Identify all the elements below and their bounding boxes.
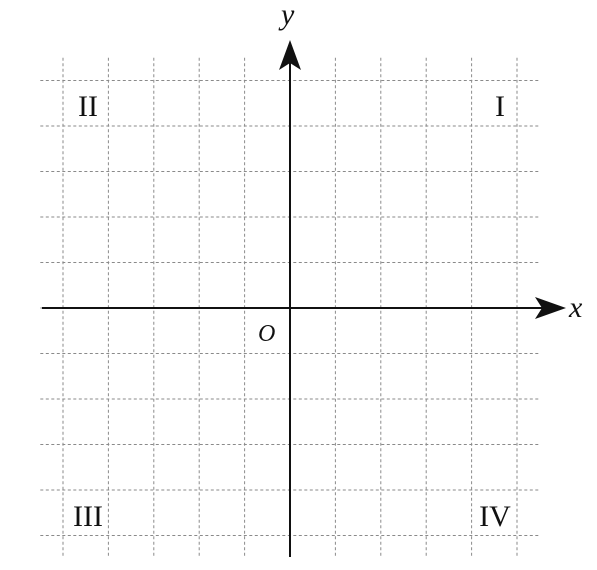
quadrant-4-label: IV bbox=[479, 500, 511, 533]
quadrant-2-label: II bbox=[78, 90, 98, 123]
quadrant-1-label: I bbox=[495, 90, 505, 123]
quadrant-3-label: III bbox=[73, 500, 103, 533]
origin-label: O bbox=[258, 321, 276, 347]
y-axis-label: y bbox=[281, 0, 295, 31]
x-axis-label: x bbox=[569, 291, 583, 324]
